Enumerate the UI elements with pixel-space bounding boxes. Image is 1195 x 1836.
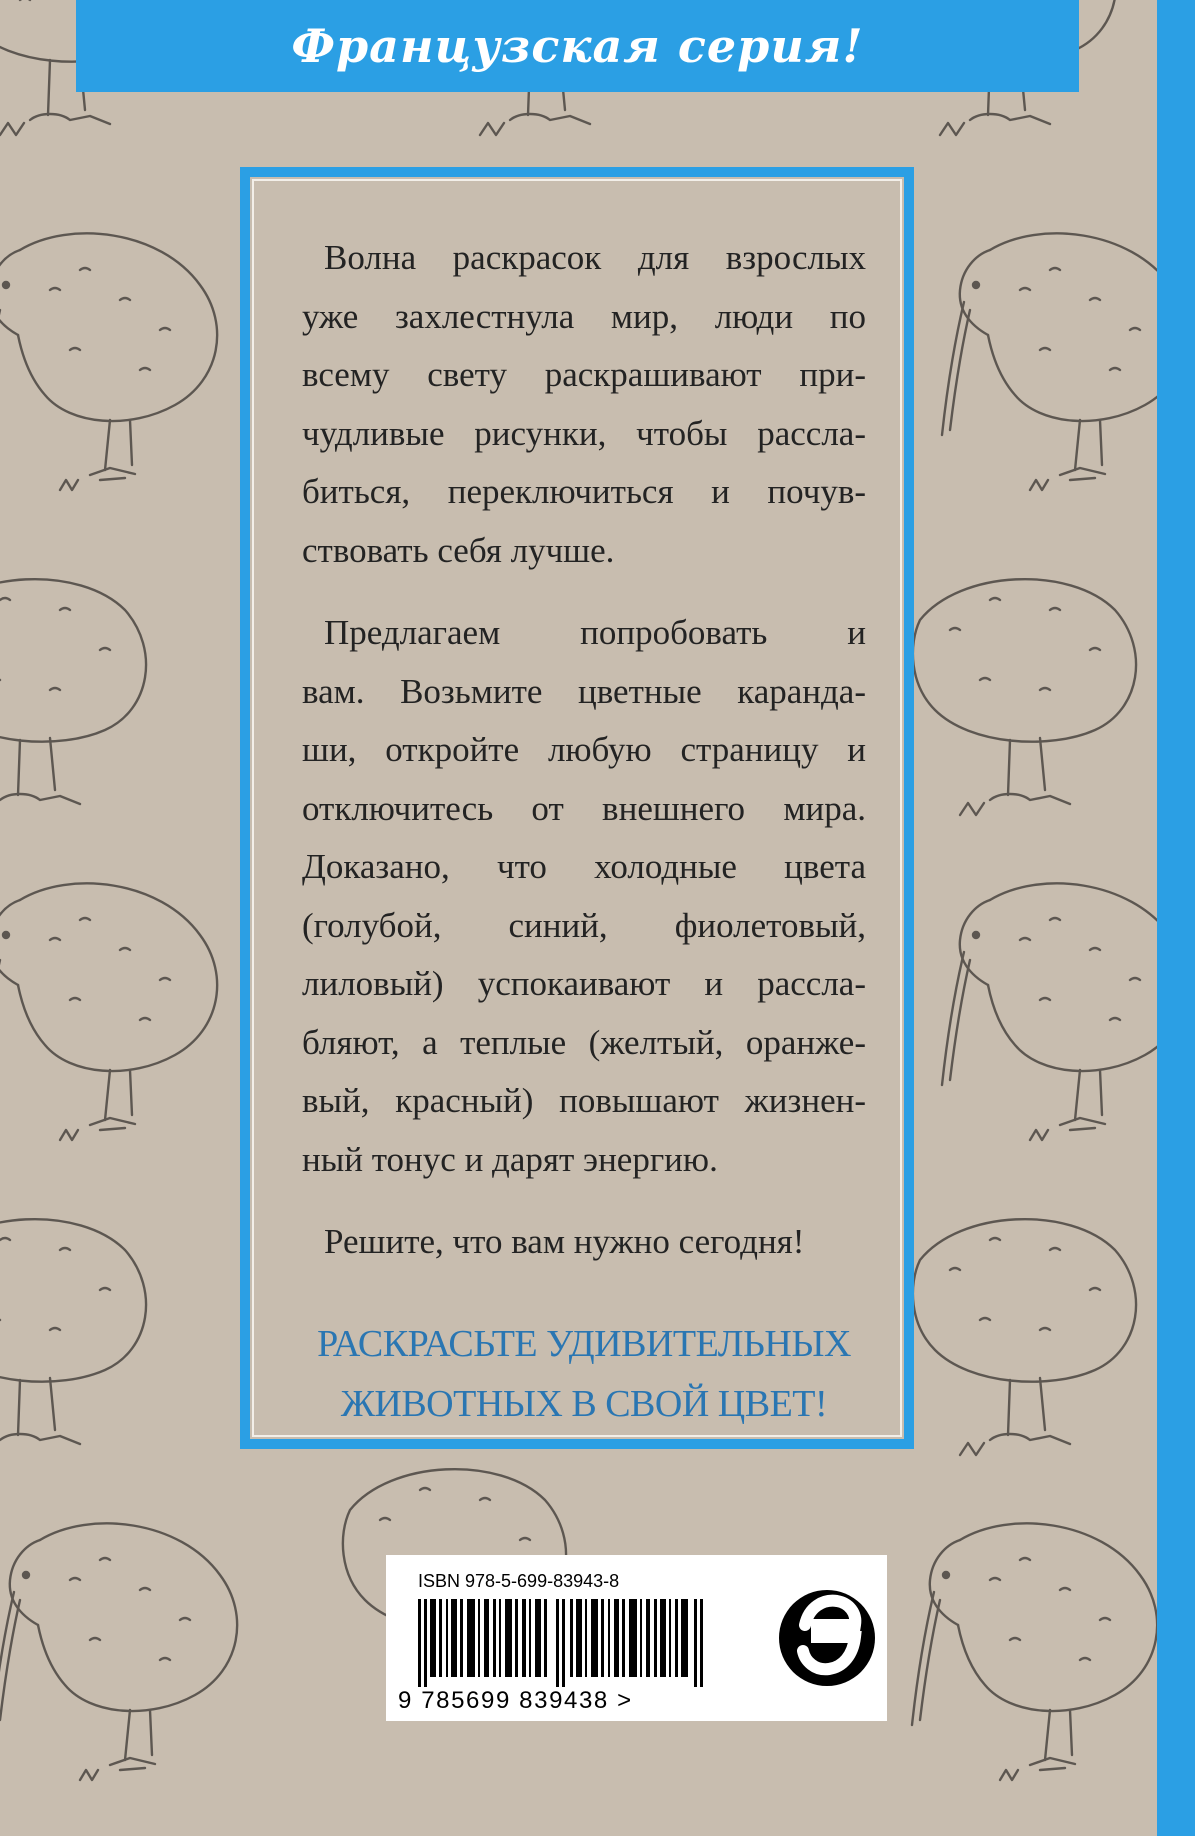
text-line: Доказано, что холодные цвета <box>302 847 866 886</box>
description-panel <box>240 167 914 1449</box>
eksmo-logo-icon <box>767 1555 887 1721</box>
text-line: Волна раскрасок для взрослых <box>324 238 866 277</box>
text-line: отключитесь от внешнего мира. <box>302 788 866 828</box>
text-line: вам. Возьмите цветные каранда- <box>302 671 866 711</box>
text-line: ши, откройте любую страницу и <box>302 730 866 769</box>
cta-line: РАСКРАСЬТЕ УДИВИТЕЛЬНЫХ <box>317 1322 851 1365</box>
paragraph-3 <box>302 1213 866 1272</box>
paragraph-1 <box>302 229 866 580</box>
cta-line: ЖИВОТНЫХ В СВОЙ ЦВЕТ! <box>340 1382 828 1425</box>
series-title: Французская серия! <box>291 19 864 73</box>
description-text <box>302 229 866 1434</box>
text-line: чудливые рисунки, чтобы рассла- <box>302 413 866 453</box>
text-line: Решите, что вам нужно сегодня! <box>324 1222 805 1261</box>
text-line: вый, красный) повышают жизнен- <box>302 1081 866 1120</box>
text-line: всему свету раскрашивают при- <box>302 355 866 394</box>
call-to-action <box>302 1314 866 1434</box>
text-line: Предлагаем попробовать и <box>324 613 866 652</box>
text-line: лиловый) успокаивают и рассла- <box>302 964 866 1003</box>
text-line: (голубой, синий, фиолетовый, <box>302 905 866 945</box>
isbn-label: ISBN 978-5-699-83943-8 <box>418 1571 620 1591</box>
text-line: уже захлестнула мир, люди по <box>302 296 866 336</box>
series-banner <box>76 0 1079 92</box>
text-line: ствовать себя лучше. <box>302 530 615 570</box>
text-line: биться, переключиться и почув- <box>302 472 866 511</box>
paragraph-2 <box>302 604 866 1189</box>
publisher-logo-block <box>767 1555 887 1721</box>
barcode-digits: 9 785699 839438 > <box>398 1687 633 1714</box>
text-line: ный тонус и дарят энергию. <box>302 1139 718 1179</box>
isbn-barcode-block <box>386 1555 767 1721</box>
barcode-icon <box>418 1599 718 1687</box>
text-line: бляют, а теплые (желтый, оранже- <box>302 1022 866 1062</box>
right-edge-strip <box>1157 0 1195 1836</box>
